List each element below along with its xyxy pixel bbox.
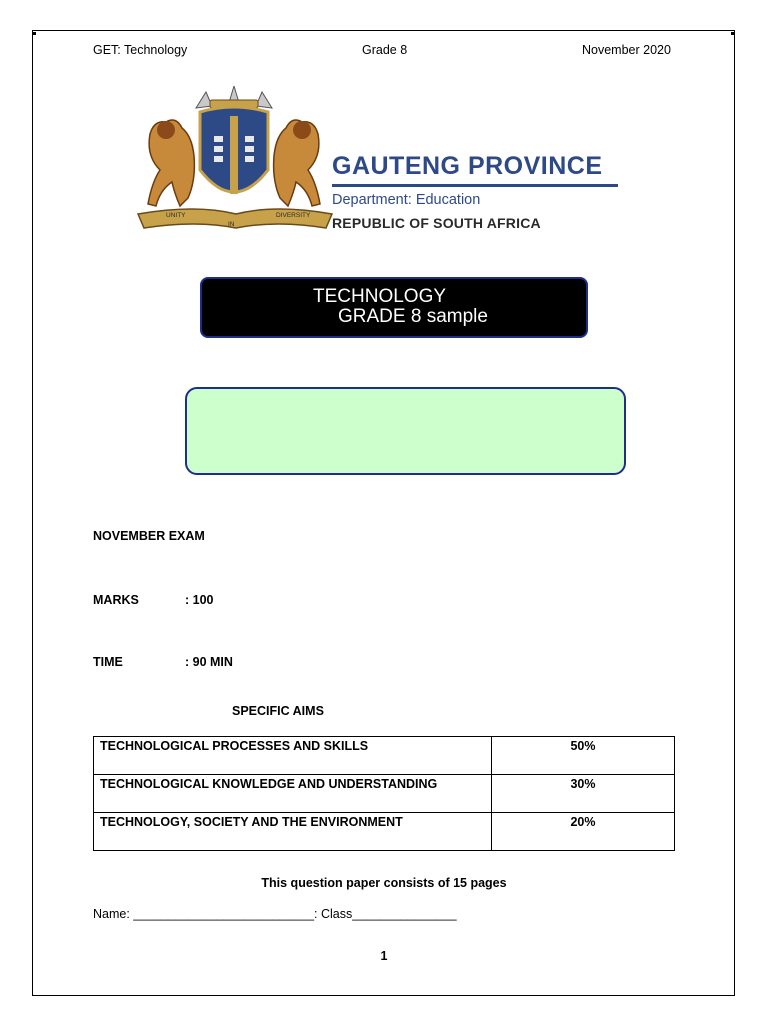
weight-cell: 30% bbox=[492, 775, 675, 813]
motto-left: UNITY bbox=[166, 212, 186, 219]
header-subject: GET: Technology bbox=[93, 43, 188, 57]
marks-label: MARKS bbox=[93, 593, 139, 607]
marks-value: : 100 bbox=[185, 593, 214, 607]
page-count-note: This question paper consists of 15 pages bbox=[261, 876, 507, 890]
specific-aims-table bbox=[93, 736, 675, 851]
title-subject: TECHNOLOGY bbox=[313, 286, 447, 307]
title-grade: GRADE 8 sample bbox=[338, 306, 488, 327]
page-number: 1 bbox=[380, 949, 388, 963]
aim-cell: TECHNOLOGICAL PROCESSES AND SKILLS bbox=[94, 737, 492, 775]
province-name: GAUTENG PROVINCE bbox=[332, 152, 603, 180]
header-grade: Grade 8 bbox=[362, 43, 408, 57]
exam-label: NOVEMBER EXAM bbox=[93, 529, 205, 543]
table-row bbox=[94, 813, 675, 851]
table-row bbox=[94, 737, 675, 775]
aim-cell: TECHNOLOGY, SOCIETY AND THE ENVIRONMENT bbox=[94, 813, 492, 851]
country-name: REPUBLIC OF SOUTH AFRICA bbox=[332, 215, 541, 231]
header-date: November 2020 bbox=[582, 43, 671, 57]
motto-right: DIVERSITY bbox=[276, 212, 311, 219]
blank-green-box bbox=[185, 387, 626, 475]
table-row bbox=[94, 775, 675, 813]
name-class-line: Name: __________________________: Class_______________ bbox=[93, 907, 457, 921]
motto-center: IN bbox=[228, 221, 235, 228]
corner-dot bbox=[731, 32, 734, 35]
specific-aims-heading: SPECIFIC AIMS bbox=[232, 704, 324, 718]
weight-cell: 20% bbox=[492, 813, 675, 851]
time-value: : 90 MIN bbox=[185, 655, 233, 669]
department-name: Department: Education bbox=[332, 192, 481, 208]
corner-dot bbox=[33, 32, 36, 35]
province-rule bbox=[332, 184, 618, 187]
weight-cell: 50% bbox=[492, 737, 675, 775]
aim-cell: TECHNOLOGICAL KNOWLEDGE AND UNDERSTANDING bbox=[94, 775, 492, 813]
time-label: TIME bbox=[93, 655, 123, 669]
